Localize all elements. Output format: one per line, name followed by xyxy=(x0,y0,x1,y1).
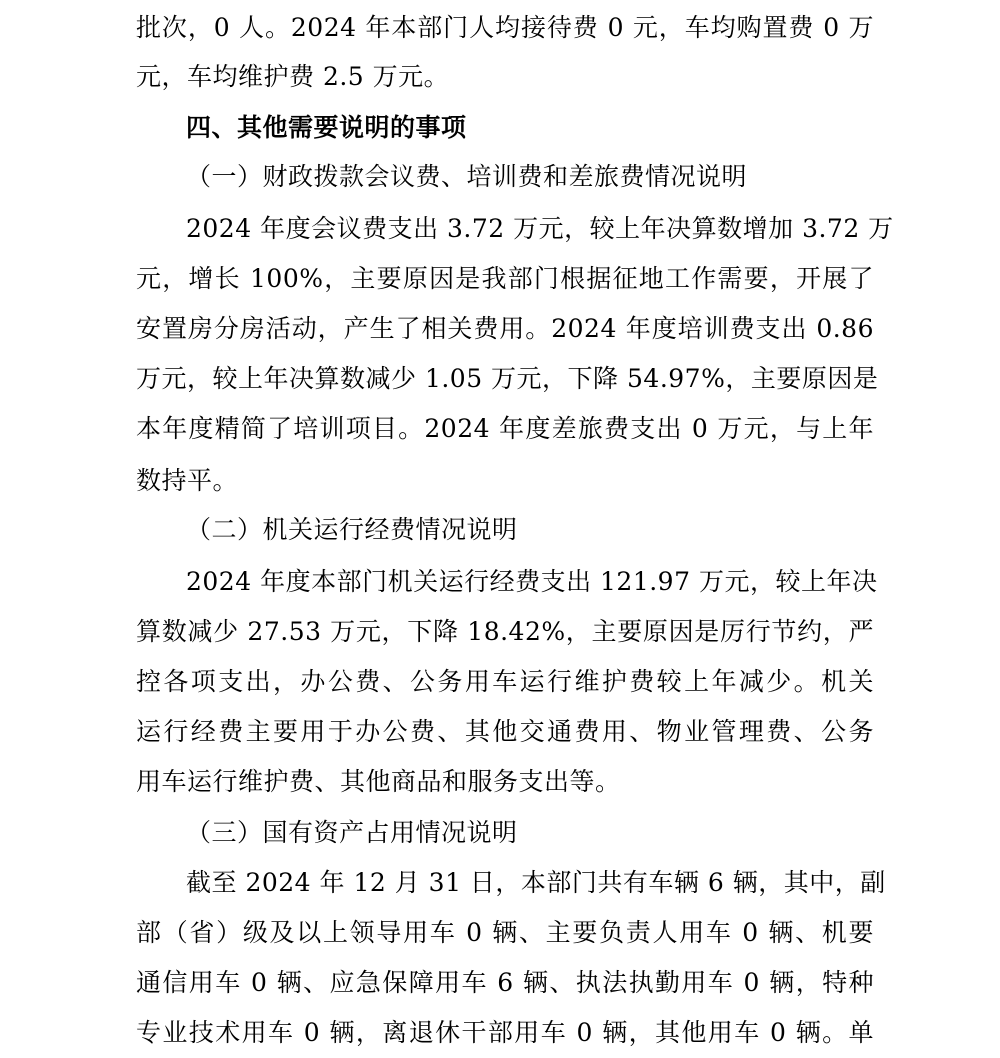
paragraph-line: 安置房分房活动，产生了相关费用。2024 年度培训费支出 0.86 xyxy=(136,314,874,343)
paragraph-line: 本年度精简了培训项目。2024 年度差旅费支出 0 万元，与上年 xyxy=(136,414,874,443)
paragraph-line: 算数减少 27.53 万元，下降 18.42%，主要原因是厉行节约，严 xyxy=(136,617,874,646)
paragraph-line: 通信用车 0 辆、应急保障用车 6 辆、执法执勤用车 0 辆，特种 xyxy=(136,968,874,997)
paragraph-line: 数持平。 xyxy=(136,466,239,495)
paragraph-line: 运行经费主要用于办公费、其他交通费用、物业管理费、公务 xyxy=(136,717,874,746)
subsection-heading: （三）国有资产占用情况说明 xyxy=(186,818,518,847)
paragraph-line: 截至 2024 年 12 月 31 日，本部门共有车辆 6 辆，其中，副 xyxy=(186,868,886,897)
section-heading: 四、其他需要说明的事项 xyxy=(186,113,467,142)
paragraph-line: 2024 年度本部门机关运行经费支出 121.97 万元，较上年决 xyxy=(186,567,878,596)
paragraph-line: 用车运行维护费、其他商品和服务支出等。 xyxy=(136,767,621,796)
paragraph-line: 2024 年度会议费支出 3.72 万元，较上年决算数增加 3.72 万 xyxy=(186,214,894,243)
paragraph-line: 控各项支出，办公费、公务用车运行维护费较上年减少。机关 xyxy=(136,667,874,696)
subsection-heading: （二）机关运行经费情况说明 xyxy=(186,515,518,544)
paragraph-line: 万元，较上年决算数减少 1.05 万元，下降 54.97%，主要原因是 xyxy=(136,364,879,393)
paragraph-line: 元，增长 100%，主要原因是我部门根据征地工作需要，开展了 xyxy=(136,264,874,293)
paragraph-line: 批次，0 人。2024 年本部门人均接待费 0 元，车均购置费 0 万 xyxy=(136,13,874,42)
paragraph-line: 部（省）级及以上领导用车 0 辆、主要负责人用车 0 辆、机要 xyxy=(136,918,874,947)
paragraph-line: 元，车均维护费 2.5 万元。 xyxy=(136,62,450,91)
subsection-heading: （一）财政拨款会议费、培训费和差旅费情况说明 xyxy=(186,162,748,191)
paragraph-line: 专业技术用车 0 辆，离退休干部用车 0 辆，其他用车 0 辆。单 xyxy=(136,1018,874,1047)
